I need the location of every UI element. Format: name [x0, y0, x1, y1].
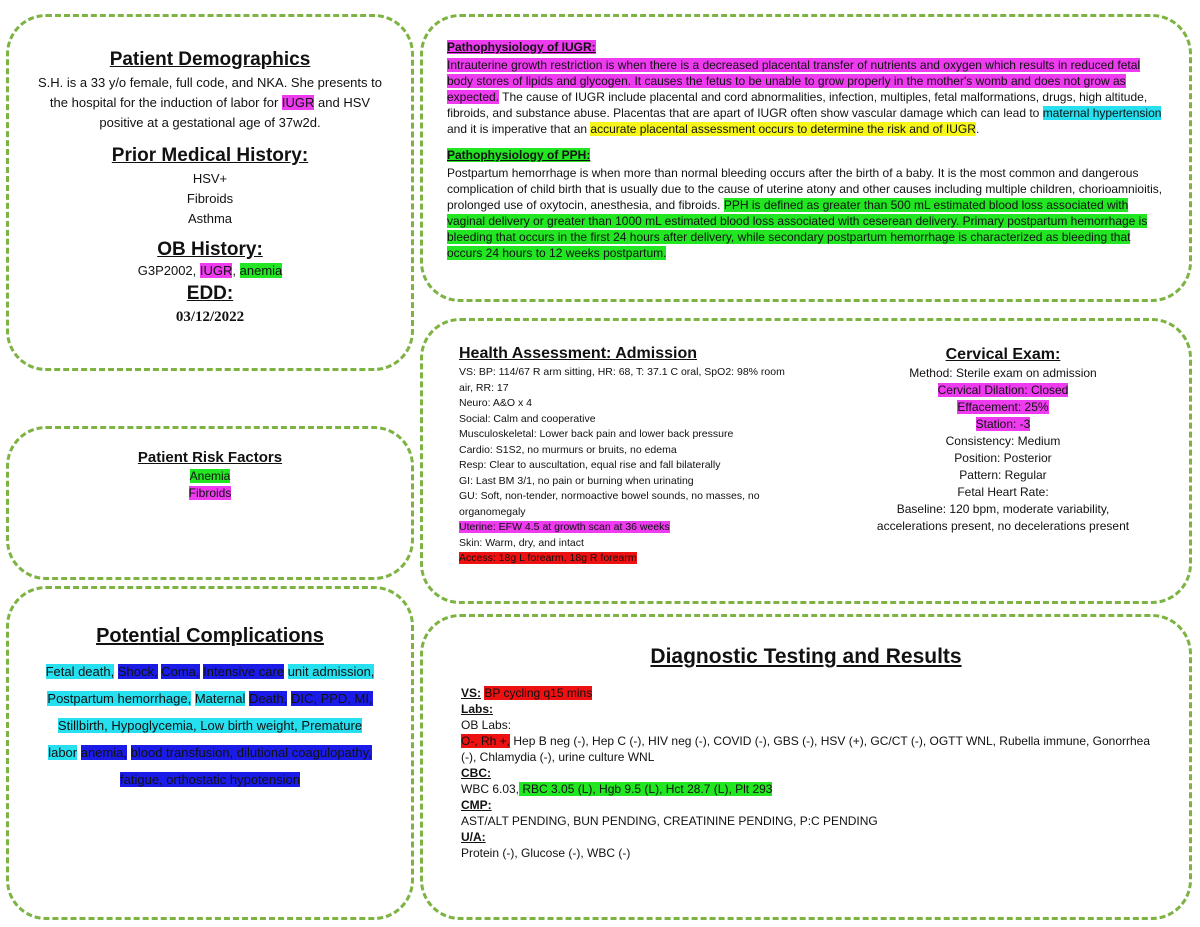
edd-value: 03/12/2022 [175, 309, 245, 325]
diagnostics-title: Diagnostic Testing and Results [650, 645, 962, 668]
assessment-line: GI: Last BM 3/1, no pain or burning when urinating [459, 474, 694, 487]
cbc-label: CBC: [461, 766, 491, 780]
pmh-title: Prior Medical History: [111, 145, 309, 166]
iugr-highlight: IUGR [281, 95, 315, 110]
ua-results: Protein (-), Glucose (-), WBC (-) [461, 846, 631, 860]
pph-patho-text: Postpartum hemorrhage is when more than normal bleeding occurs after the birth of a baby. It is the most common and dangerous complication of child birth that is usually due to the cause of uterine atony and other causes including multiple children, chorioamnioitis, prolonged use of oxytocin, anesthesia, and fibroids. PPH is defined as greater than 500 mL estimated blood loss associated with vaginal delivery or greater than 1000 mL estimated blood loss associated with ceserean delivery. Primary postpartum hemorrhage is bleeding that occurs in the first 24 hours after delivery, while secondary postpartum hemorrhage is characterized as bleeding that occurs 24 hours to 12 weeks postpartum. [447, 166, 1163, 260]
assessment-line: GU: Soft, non-tender, normoactive bowel sounds, no masses, no organomegaly [459, 490, 760, 518]
complication-item: DIC, PPD, MI, [290, 691, 373, 706]
complication-item: Fetal death, [45, 664, 115, 679]
iugr-patho-text: Intrauterine growth restriction is when there is a decreased placental transfer of nutrients and oxygen which results in reduced fetal body stores of lipids and glycogen. It causes the fetus to be unable to grow properly in the mother's womb and does not grow as expected. The cause of IUGR include placental and cord abnormalities, infection, multiples, fetal malformations, drugs, high altitude, fibroids, and substance abuse. Placentas that are apart of IUGR often show vascular damage which can lead to maternal hypertension and it is imperative that an accurate placental assessment occurs to determine the risk and of IUGR. [447, 58, 1162, 136]
risk-item-fibroids: Fibroids [188, 486, 232, 500]
blood-type: O-, Rh +, [461, 734, 511, 748]
fhr-label: Fetal Heart Rate: [957, 485, 1049, 499]
cbc-results: WBC 6.03, RBC 3.05 (L), Hgb 9.5 (L), Hct 28.7 (L), Plt 293 [461, 782, 773, 796]
cervical-title: Cervical Exam: [945, 346, 1061, 363]
cmp-results: AST/ALT PENDING, BUN PENDING, CREATININE PENDING, P:C PENDING [461, 814, 878, 828]
assessment-access: Access: 18g L forearm, 18g R forearm [459, 552, 637, 564]
pmh-item: HSV+ [192, 171, 228, 186]
cervical-dilation: Cervical Dilation: Closed [937, 383, 1069, 397]
ob-labs-results: O-, Rh +, Hep B neg (-), Hep C (-), HIV neg (-), COVID (-), GBS (-), HSV (+), GC/CT (-), OGTT WNL, Rubella immune, Gonorrhea (-), Chlamydia (-), urine culture WNL [461, 734, 1151, 764]
vs-value: BP cycling q15 mins [484, 686, 593, 700]
complication-item: unit admission, [287, 664, 375, 679]
fhr-value: Baseline: 120 bpm, moderate variability, accelerations present, no decelerations present [876, 502, 1130, 533]
cervical-position: Position: Posterior [954, 451, 1052, 465]
demographics-title: Patient Demographics [109, 49, 311, 70]
assessment-line: Musculoskeletal: Lower back pain and lower back pressure [459, 428, 734, 440]
assessment-panel [420, 318, 1192, 604]
iugr-patho-title: Pathophysiology of IUGR: [447, 40, 596, 54]
cervical-method: Method: Sterile exam on admission [909, 366, 1097, 380]
pmh-item: Fibroids [186, 191, 234, 206]
assessment-skin: Skin: Warm, dry, and intact [459, 536, 584, 549]
complication-item: blood transfusion, dilutional coagulopathy, fatigue, orthostatic hypotension [120, 745, 372, 787]
ob-labs-label: OB Labs: [461, 718, 512, 732]
cervical-effacement: Effacement: 25% [957, 400, 1049, 414]
complications-title: Potential Complications [96, 625, 324, 647]
demographics-text: S.H. is a 33 y/o female, full code, and NKA. She presents to the hospital for the induction of labor for IUGR and HSV positive at a gestational age of 37w2d. [38, 75, 382, 130]
complication-item: Maternal [194, 691, 246, 706]
ua-label: U/A: [461, 830, 486, 844]
complications-list [43, 658, 377, 793]
assessment-line: Cardio: S1S2, no murmurs or bruits, no edema [459, 443, 677, 456]
cmp-label: CMP: [461, 798, 492, 812]
ob-history-title: OB History: [157, 239, 263, 260]
pmh-item: Asthma [187, 211, 233, 226]
assessment-uterine: Uterine: EFW 4.5 at growth scan at 36 weeks [459, 521, 670, 533]
vs-label: VS: [461, 686, 482, 700]
cervical-pattern: Pattern: Regular [959, 468, 1047, 482]
risk-item-anemia: Anemia [189, 469, 231, 483]
complication-item: Stillbirth, Hypoglycemia, Low birth weight, Premature labor [48, 718, 363, 760]
complication-item: Coma, [161, 664, 200, 679]
labs-label: Labs: [461, 702, 494, 716]
risk-factors-title: Patient Risk Factors [137, 449, 283, 466]
assessment-title: Health Assessment: Admission [459, 345, 697, 362]
complication-item: Intensive care [203, 664, 285, 679]
complication-item: Shock, [117, 664, 158, 679]
ob-history-text: G3P2002, IUGR, anemia [137, 263, 283, 278]
complications-panel [6, 586, 414, 920]
demographics-panel [6, 14, 414, 371]
cervical-station: Station: -3 [975, 417, 1031, 431]
pph-patho-title: Pathophysiology of PPH: [447, 148, 591, 162]
diagnostics-panel [420, 614, 1192, 920]
cervical-consistency: Consistency: Medium [945, 434, 1061, 448]
assessment-line: Neuro: A&O x 4 [459, 397, 532, 409]
assessment-line: Social: Calm and cooperative [459, 412, 596, 425]
complication-item: anemia, [80, 745, 127, 760]
risk-factors-panel [6, 426, 414, 580]
complication-item: Postpartum hemorrhage, [47, 691, 192, 706]
edd-title: EDD: [186, 283, 234, 304]
assessment-line: Resp: Clear to auscultation, equal rise and fall bilaterally [459, 459, 721, 471]
pathophysiology-panel [420, 14, 1192, 302]
complication-item: Death, [249, 691, 288, 706]
assessment-line: VS: BP: 114/67 R arm sitting, HR: 68, T: 37.1 C oral, SpO2: 98% room air, RR: 17 [459, 366, 785, 394]
